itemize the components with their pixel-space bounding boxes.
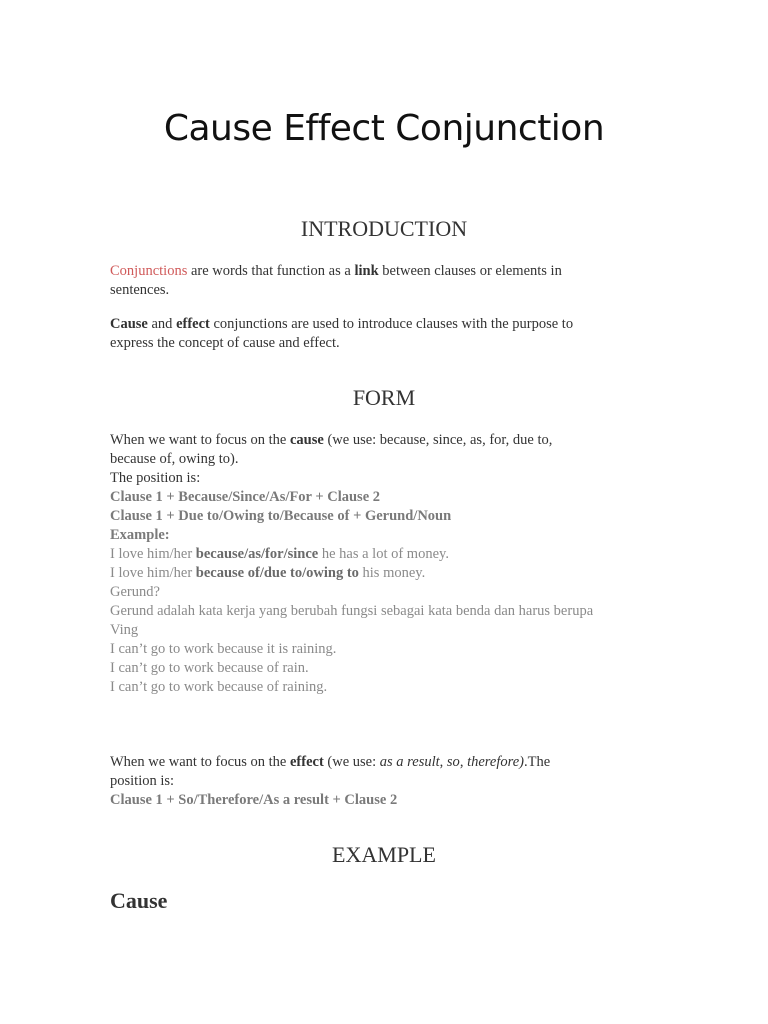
text: I love him/her — [110, 565, 196, 581]
text: I love him/her — [110, 546, 196, 562]
text: When we want to focus on the — [110, 432, 290, 448]
rule-1: Clause 1 + Because/Since/As/For + Clause 2 — [110, 489, 381, 505]
text: (we use: because, since, as, for, due to, — [323, 432, 553, 448]
rule-effect: Clause 1 + So/Therefore/As a result + Clause 2 — [110, 792, 398, 808]
example-cause-heading: Cause — [110, 888, 168, 913]
form-effect-line-1 — [110, 753, 695, 772]
section-heading-introduction: INTRODUCTION — [300, 216, 468, 241]
text: When we want to focus on the — [110, 754, 290, 770]
form-effect-block — [110, 753, 695, 810]
text: he has a lot of money. — [318, 546, 449, 562]
intro-p2-line-2: express the concept of cause and effect. — [110, 335, 340, 351]
text: because/as/for/since — [195, 546, 319, 562]
text: (we use: — [323, 754, 380, 770]
text: are words that function as a — [187, 263, 355, 279]
intro-paragraph-2 — [110, 315, 695, 353]
document-title: Cause Effect Conjunction — [163, 108, 605, 149]
text: his money. — [358, 565, 426, 581]
sentence-2: I can’t go to work because of rain. — [110, 660, 309, 676]
intro-p2-line-1 — [110, 315, 695, 334]
form-cause-line-3: The position is: — [110, 470, 201, 486]
text: between clauses or elements in — [378, 263, 562, 279]
term-effect: effect — [176, 316, 210, 332]
text: .The — [523, 754, 551, 770]
intro-p1-line-2: sentences. — [110, 282, 170, 298]
rule-2: Clause 1 + Due to/Owing to/Because of + Gerund/Noun — [110, 508, 452, 524]
section-heading-example: EXAMPLE — [332, 842, 436, 867]
sentence-1: I can’t go to work because it is raining. — [110, 641, 337, 657]
example-1 — [110, 545, 695, 564]
text: as a result — [379, 754, 440, 770]
section-heading-form: FORM — [352, 385, 416, 410]
sentence-3: I can’t go to work because of raining. — [110, 679, 328, 695]
intro-p1-line-1 — [110, 262, 695, 281]
form-cause-block — [110, 431, 695, 697]
term-link: link — [354, 263, 379, 279]
text: , — [439, 754, 447, 770]
term-cause: cause — [290, 432, 324, 448]
text: , — [459, 754, 468, 770]
form-cause-line-2: because of, owing to). — [110, 451, 239, 467]
form-cause-line-1 — [110, 431, 695, 450]
text: conjunctions are used to introduce clauses with the purpose to — [209, 316, 574, 332]
gerund-question: Gerund? — [110, 584, 160, 600]
intro-paragraph-1 — [110, 262, 695, 300]
term-effect: effect — [290, 754, 324, 770]
text: because of/due to/owing to — [195, 565, 359, 581]
term-cause: Cause — [110, 316, 148, 332]
text: and — [147, 316, 177, 332]
text: therefore) — [467, 754, 524, 770]
form-effect-line-2: position is: — [110, 773, 175, 789]
gerund-definition-1: Gerund adalah kata kerja yang berubah fungsi sebagai kata benda dan harus berupa — [110, 603, 594, 619]
example-2 — [110, 564, 695, 583]
gerund-definition-2: Ving — [110, 622, 139, 638]
text: so — [446, 754, 460, 770]
term-conjunctions: Conjunctions — [110, 263, 188, 279]
example-label: Example: — [110, 527, 170, 543]
